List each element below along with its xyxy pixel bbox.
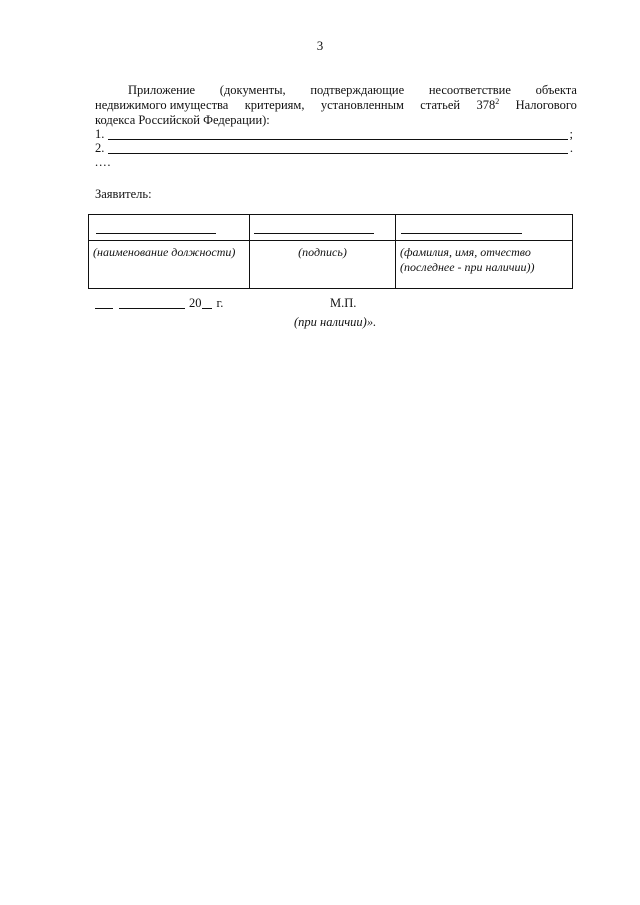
seal-note: (при наличии)». xyxy=(294,315,377,329)
name-blank-line xyxy=(401,233,522,234)
appendix-word: критериям, xyxy=(244,98,305,112)
list-item-number: 2. xyxy=(95,141,105,155)
appendix-word: подтверждающие xyxy=(310,83,405,97)
list-item-fill-line[interactable] xyxy=(108,128,567,140)
signature-cell[interactable] xyxy=(250,215,396,241)
appendix-line-3: кодекса Российской Федерации): xyxy=(95,113,270,127)
appendix-list-item-1 xyxy=(95,127,573,142)
list-item-fill-line[interactable] xyxy=(108,142,568,154)
name-caption: (фамилия, имя, отчество (последнее - при наличии)) xyxy=(396,241,573,289)
appendix-line-2 xyxy=(95,98,577,113)
article-superscript: 2 xyxy=(495,97,500,106)
day-blank[interactable] xyxy=(95,297,113,309)
signature-caption: (подпись) xyxy=(250,241,396,289)
signature-blank-line xyxy=(254,233,374,234)
page-number: 3 xyxy=(316,38,324,53)
appendix-line-1 xyxy=(95,83,577,98)
appendix-list-item-2 xyxy=(95,141,573,156)
appendix-word: (документы, xyxy=(219,83,286,97)
appendix-word: Налогового xyxy=(515,98,577,112)
position-blank-line xyxy=(96,233,216,234)
year-blank[interactable] xyxy=(202,297,212,309)
article-number: $378^2$ xyxy=(476,97,500,112)
appendix-word: статьей xyxy=(420,98,461,112)
month-blank[interactable] xyxy=(119,297,185,309)
appendix-word: недвижимого имущества xyxy=(95,98,229,112)
list-ellipsis: .... xyxy=(95,155,112,169)
date-line xyxy=(95,296,223,311)
signature-table xyxy=(88,214,573,289)
appendix-paragraph xyxy=(95,83,577,128)
appendix-word: Приложение xyxy=(128,83,196,97)
signature-caption-row xyxy=(89,241,573,289)
appendix-word: установленным xyxy=(320,98,404,112)
seal-label: М.П. xyxy=(330,296,357,310)
list-item-terminator: ; xyxy=(569,127,573,141)
position-caption: (наименование должности) xyxy=(89,241,250,289)
applicant-label: Заявитель: xyxy=(95,187,152,201)
year-prefix: 20 xyxy=(189,296,202,310)
appendix-word: несоответствие xyxy=(428,83,511,97)
year-suffix: г. xyxy=(216,296,224,310)
list-item-terminator: . xyxy=(569,141,573,155)
signature-blank-row xyxy=(89,215,573,241)
name-cell[interactable] xyxy=(396,215,573,241)
list-item-number: 1. xyxy=(95,127,105,141)
position-cell[interactable] xyxy=(89,215,250,241)
appendix-word: объекта xyxy=(535,83,577,97)
